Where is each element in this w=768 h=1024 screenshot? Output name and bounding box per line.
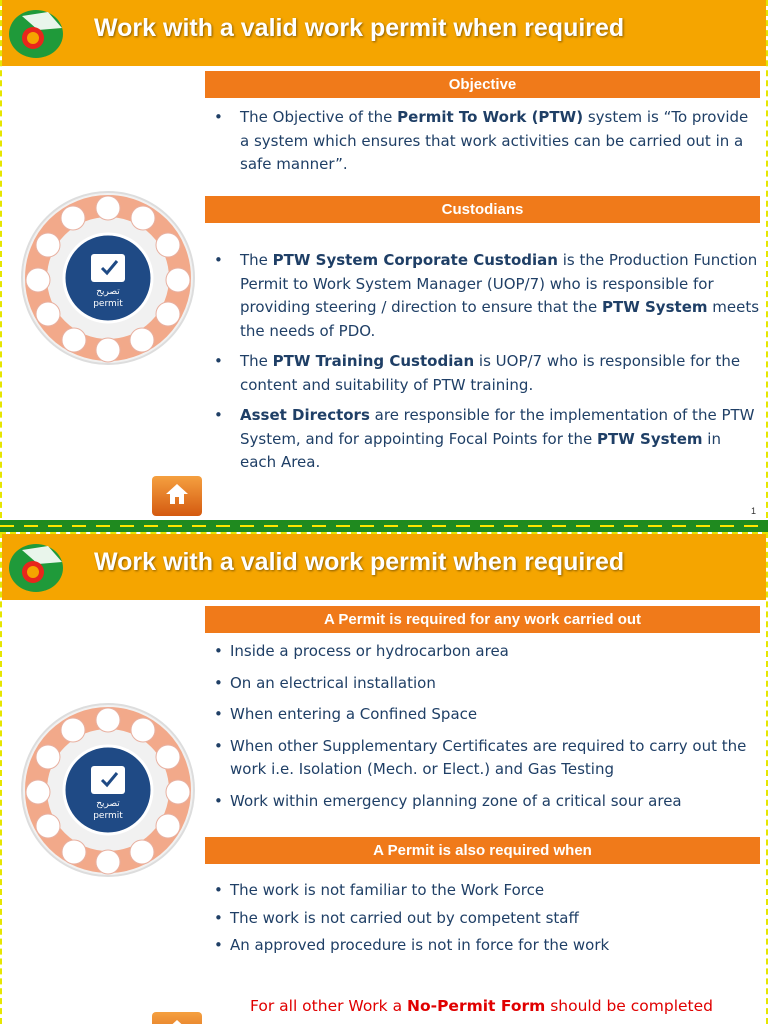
permit-required-list [212, 640, 760, 821]
custodians-list [212, 249, 760, 482]
home-button[interactable] [152, 1012, 202, 1024]
objective-bar: Objective [205, 71, 760, 98]
objective-list [212, 106, 760, 184]
emblem-label: permit [93, 811, 123, 821]
list-item: • When other Supplementary Certificates are required to carry out the work i.e. Isolation (Mech. or Elect.) and Gas Testing [212, 735, 760, 782]
slide-title: Work with a valid work permit when required [94, 548, 625, 576]
company-logo [8, 542, 64, 594]
emblem-label: permit [93, 299, 123, 309]
slide-divider [0, 520, 768, 532]
slide-header [2, 0, 768, 66]
list-item: • When entering a Confined Space [212, 703, 760, 727]
list-item: • Asset Directors are responsible for the implementation of the PTW System, and for appointing Focal Points for the PTW System in each Area. [212, 404, 760, 475]
list-item: • The PTW Training Custodian is UOP/7 who is responsible for the content and suitability of PTW training. [212, 350, 760, 397]
permit-required-bar: A Permit is required for any work carried out [205, 606, 760, 633]
home-icon [165, 482, 189, 506]
no-permit-note: For all other Work a No-Permit Form should be completed [250, 997, 714, 1015]
list-item: • On an electrical installation [212, 672, 760, 696]
company-logo [8, 8, 64, 60]
emblem-label-arabic: تصريح [96, 799, 120, 809]
list-item: • Inside a process or hydrocarbon area [212, 640, 760, 664]
list-item: • The work is not familiar to the Work Force [212, 879, 760, 903]
slide-2 [0, 532, 768, 1024]
permit-emblem [20, 702, 196, 878]
permit-also-bar: A Permit is also required when [205, 837, 760, 864]
list-item: • The work is not carried out by competent staff [212, 907, 760, 931]
permit-also-list [212, 879, 760, 962]
permit-emblem [20, 190, 196, 366]
list-item: • An approved procedure is not in force for the work [212, 934, 760, 958]
list-item: • The Objective of the Permit To Work (PTW) system is “To provide a system which ensures that work activities can be carried out in a safe manner”. [212, 106, 760, 177]
slide-title: Work with a valid work permit when required [94, 14, 625, 42]
slide-header [2, 534, 768, 600]
page-number: 1 [750, 506, 756, 516]
custodians-bar: Custodians [205, 196, 760, 223]
home-icon [165, 1018, 189, 1024]
list-item: • Work within emergency planning zone of a critical sour area [212, 790, 760, 814]
emblem-label-arabic: تصريح [96, 287, 120, 297]
list-item: • The PTW System Corporate Custodian is the Production Function Permit to Work System Manager (UOP/7) who is responsible for providing steering / direction to ensure that the PTW System meets the needs of PDO. [212, 249, 760, 343]
home-button[interactable] [152, 476, 202, 516]
